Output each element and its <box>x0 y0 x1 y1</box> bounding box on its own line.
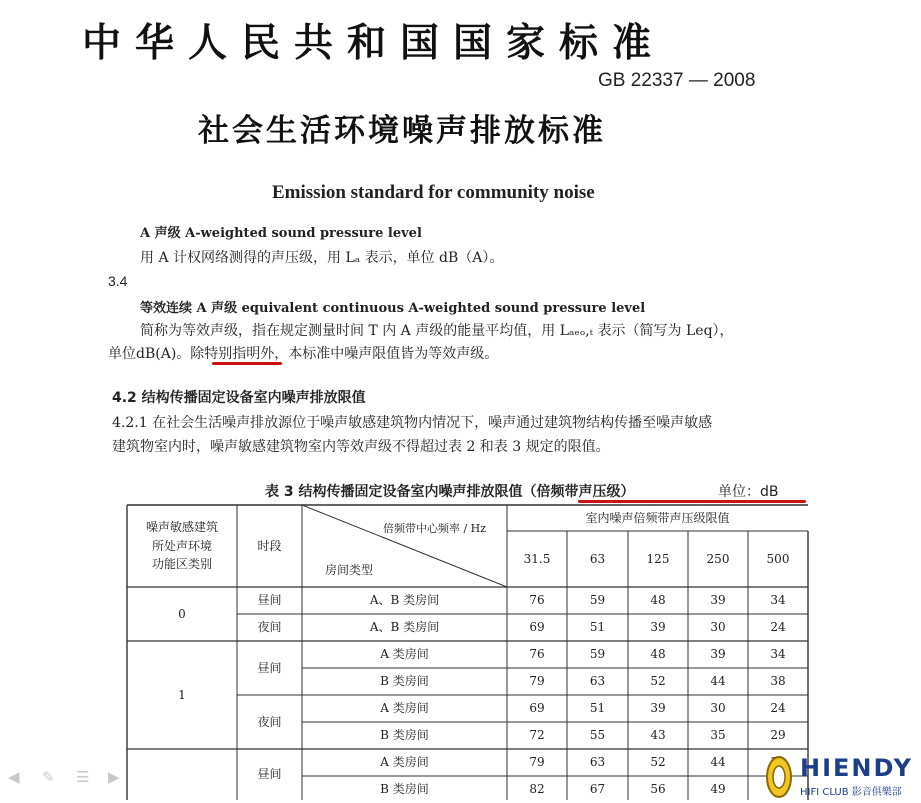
limit-value-cell: 72 <box>529 728 545 743</box>
table-unit: 单位：dB <box>718 484 779 500</box>
limit-value-cell: 29 <box>770 728 786 743</box>
definition-text: 单位dB(A)。除特别指明外，本标准中噪声限值皆为等效声级。 <box>108 346 499 362</box>
limit-value-cell: 63 <box>589 755 606 770</box>
back-arrow-icon[interactable]: ◀ <box>8 768 20 786</box>
zone-cell: 0 <box>178 606 186 621</box>
limit-value-cell: 52 <box>650 674 666 689</box>
header-frequency: 250 <box>706 551 730 566</box>
clause-number: 3.4 <box>108 273 128 289</box>
limit-value-cell: 39 <box>710 647 726 662</box>
room-type-cell: B 类房间 <box>380 674 429 689</box>
header-frequency: 500 <box>766 551 790 566</box>
limit-value-cell: 30 <box>710 620 726 635</box>
header-frequency-label: 倍频带中心频率 / Hz <box>382 522 487 536</box>
room-type-cell: B 类房间 <box>380 782 429 797</box>
standard-title: 中华人民共和国国家标准 <box>82 21 666 66</box>
brand-name: HIENDY <box>800 754 914 782</box>
zone-cell: 1 <box>178 687 186 702</box>
limit-value-cell: 24 <box>770 620 786 635</box>
limit-value-cell: 34 <box>770 647 786 662</box>
header-frequency: 31.5 <box>523 551 551 566</box>
room-type-cell: B 类房间 <box>380 728 429 743</box>
period-cell: 昼间 <box>257 593 282 608</box>
limit-value-cell: 48 <box>650 593 666 608</box>
period-cell: 夜间 <box>257 714 282 729</box>
header-limit-group: 室内噪声倍频带声压级限值 <box>585 510 730 525</box>
limit-value-cell: 51 <box>589 701 606 716</box>
limit-value-cell: 38 <box>770 674 786 689</box>
header-zone: 噪声敏感建筑 所处声环境 功能区类别 <box>145 520 218 572</box>
forward-arrow-icon[interactable]: ▶ <box>108 768 120 786</box>
room-type-cell: A、B 类房间 <box>369 620 440 635</box>
pen-icon[interactable]: ✎ <box>42 768 55 786</box>
limit-value-cell: 35 <box>710 728 726 743</box>
limit-value-cell: 63 <box>589 674 606 689</box>
speaker-logo-icon <box>762 754 796 800</box>
room-type-cell: A 类房间 <box>380 701 429 716</box>
limit-value-cell: 76 <box>529 647 545 662</box>
header-room-type-label: 房间类型 <box>324 562 373 577</box>
term-a-weighted: A 声级 A-weighted sound pressure level <box>140 226 422 241</box>
limit-value-cell: 44 <box>710 755 726 770</box>
limit-value-cell: 69 <box>529 701 545 716</box>
limit-value-cell: 51 <box>589 620 606 635</box>
period-cell: 昼间 <box>257 660 282 675</box>
limit-value-cell: 67 <box>589 782 606 797</box>
hiendy-watermark <box>760 752 921 800</box>
room-type-cell: A、B 类房间 <box>369 593 440 608</box>
definition-text: 用 A 计权网络测得的声压级，用 Lₐ 表示，单位 dB（A）。 <box>140 250 504 266</box>
limit-value-cell: 59 <box>589 593 606 608</box>
limit-value-cell: 39 <box>650 620 666 635</box>
header-frequency: 125 <box>646 551 670 566</box>
english-title: Emission standard for community noise <box>272 182 595 203</box>
limit-value-cell: 59 <box>589 647 606 662</box>
limit-value-cell: 49 <box>710 782 726 797</box>
table-caption: 表 3 结构传播固定设备室内噪声排放限值（倍频带声压级） <box>265 484 635 500</box>
limit-value-cell: 69 <box>529 620 545 635</box>
limit-value-cell: 56 <box>650 782 666 797</box>
room-type-cell: A 类房间 <box>380 647 429 662</box>
menu-icon[interactable]: ☰ <box>76 768 90 786</box>
clause-text: 建筑物室内时，噪声敏感建筑物室内等效声级不得超过表 2 和表 3 规定的限值。 <box>112 439 610 455</box>
limit-value-cell: 55 <box>589 728 606 743</box>
limit-value-cell: 44 <box>710 674 726 689</box>
standard-code: GB 22337 — 2008 <box>598 70 756 91</box>
brand-subtitle: HIFI CLUB 影音俱樂部 <box>800 787 902 798</box>
zone-cell <box>127 749 237 800</box>
period-cell: 夜间 <box>257 620 282 635</box>
definition-text: 简称为等效声级，指在规定测量时间 T 内 A 声级的能量平均值，用 Lₐₑₒ,ₜ 表示（简写为 Leq）， <box>140 323 734 339</box>
limit-value-cell: 82 <box>529 782 545 797</box>
limit-value-cell: 79 <box>529 755 545 770</box>
limit-value-cell: 79 <box>529 674 545 689</box>
period-cell: 昼间 <box>257 767 282 782</box>
clause-text: 4.2.1 在社会生活噪声排放源位于噪声敏感建筑物内情况下，噪声通过建筑物结构传播至噪声敏感 <box>112 415 713 431</box>
limit-value-cell: 43 <box>650 728 666 743</box>
term-equivalent-level: 等效连续 A 声级 equivalent continuous A-weighted sound pressure level <box>140 301 646 316</box>
limit-value-cell: 30 <box>710 701 726 716</box>
header-period: 时段 <box>257 538 282 553</box>
section-heading: 4.2 结构传播固定设备室内噪声排放限值 <box>112 390 366 406</box>
limit-value-cell: 48 <box>650 647 666 662</box>
limit-value-cell: 39 <box>650 701 666 716</box>
header-frequency: 63 <box>589 551 606 566</box>
limit-value-cell: 76 <box>529 593 545 608</box>
limit-value-cell: 24 <box>770 701 786 716</box>
limit-value-cell: 39 <box>710 593 726 608</box>
room-type-cell: A 类房间 <box>380 755 429 770</box>
limit-value-cell: 52 <box>650 755 666 770</box>
limit-value-cell: 34 <box>770 593 786 608</box>
document-title: 社会生活环境噪声排放标准 <box>198 113 606 149</box>
